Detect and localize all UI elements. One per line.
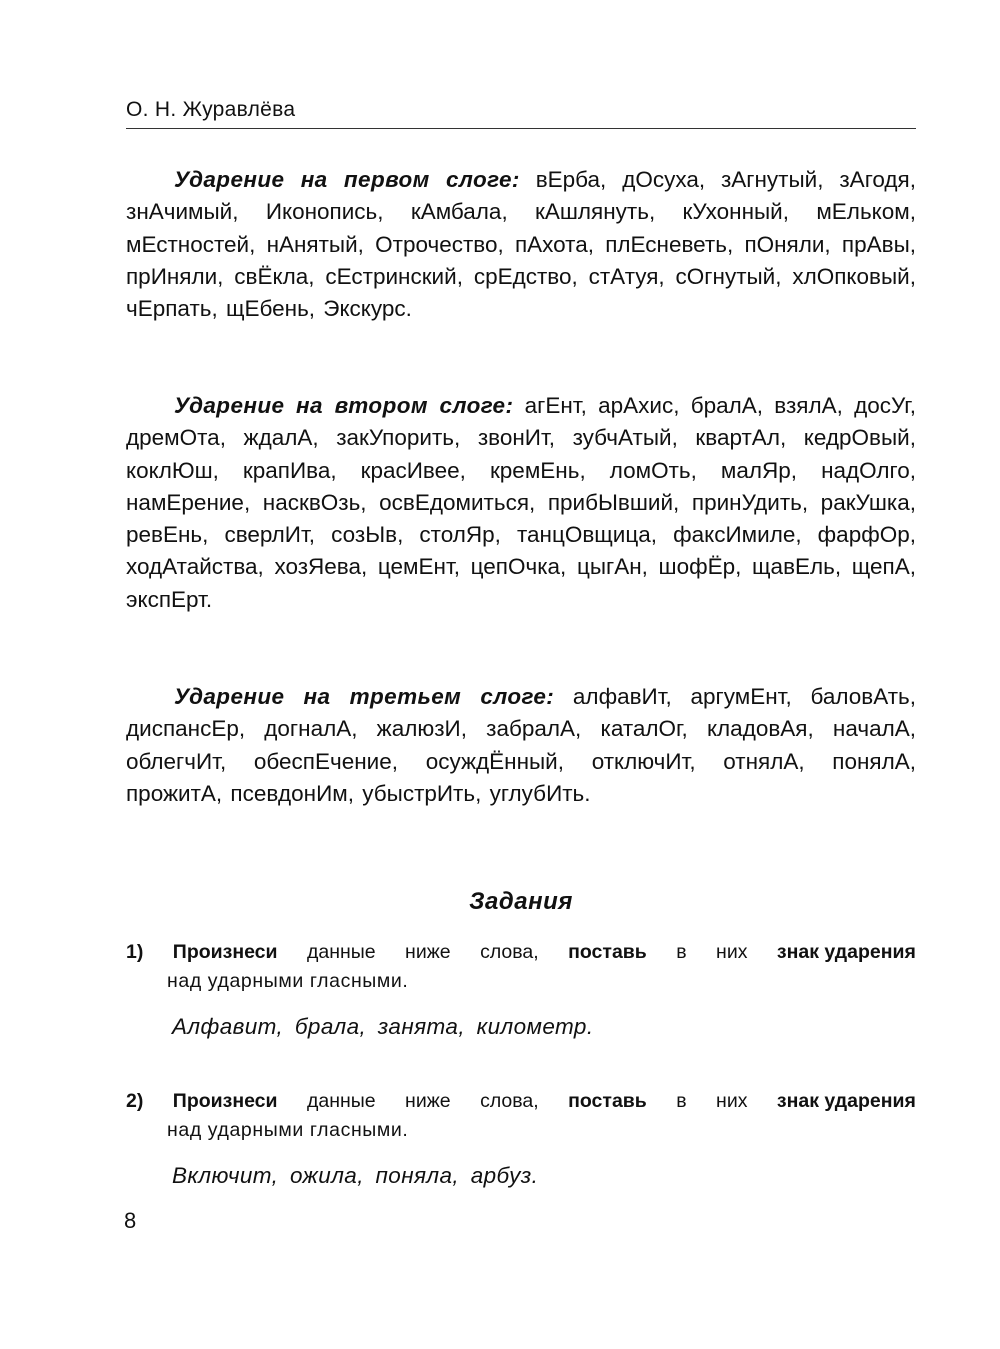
task-text: ниже: [405, 941, 451, 963]
stress-first-syllable-section: [126, 164, 916, 325]
task-bold-phrase: знак ударения: [776, 1090, 916, 1112]
section-words: алфавИт, аргумЕнт, баловАть, диспансЕр, догналА, жалюзИ, забралА, каталОг, кладовАя, началА, облегчИт, обеспЕчение, осуждЁнный, отключИт, отнялА, понялА, прожитА, псевдонИм, убыстрИть, углубИть.: [126, 684, 916, 806]
task-instruction-line: [126, 938, 916, 967]
section-heading: Ударение на третьем слоге:: [174, 684, 555, 709]
task-text: в: [676, 1090, 687, 1112]
task-bold-verb: Произнеси: [172, 941, 278, 963]
tasks-title: Задания: [469, 888, 573, 915]
task-bold-verb: Произнеси: [172, 1090, 278, 1112]
task-instruction-continuation: над ударными гласными.: [167, 1119, 409, 1141]
task-instruction-line: [126, 1087, 916, 1116]
task-text: слова,: [480, 941, 539, 963]
task-text: слова,: [480, 1090, 539, 1112]
task-text: в: [676, 941, 687, 963]
task-word-list: Алфавит, брала, занята, километр.: [172, 1014, 594, 1039]
task-word-list: Включит, ожила, поняла, арбуз.: [172, 1163, 539, 1188]
task-text: данные: [306, 1090, 376, 1112]
task-number: 2): [126, 1090, 144, 1112]
section-heading: Ударение на втором слоге:: [174, 393, 514, 418]
section-heading: Ударение на первом слоге:: [174, 167, 520, 192]
task-instruction-continuation: над ударными гласными.: [167, 970, 409, 992]
author-name: О. Н. Журавлёва: [126, 98, 296, 121]
section-words: вЕрба, дОсуха, зАгнутый, зАгодя, знАчимый, Иконопись, кАмбала, кАшлянуть, кУхонный, мЕльком, мЕстностей, нАнятый, Отрочество, пАхота, плЕсневеть, пОняли, прАвы, прИняли, свЁкла, сЕстринский, срЕдство, стАтуя, сОгнутый, хлОпковый, чЕрпать, щЕбень, Экскурс.: [126, 167, 916, 322]
stress-second-syllable-section: [126, 390, 916, 616]
page-header: [126, 98, 916, 129]
task-item: [126, 938, 916, 1042]
task-bold-phrase: знак ударения: [776, 941, 916, 963]
task-text: ниже: [405, 1090, 451, 1112]
task-item: [126, 1087, 916, 1191]
task-bold-verb: поставь: [568, 1090, 647, 1112]
page-number: 8: [124, 1208, 137, 1233]
task-text: них: [716, 1090, 748, 1112]
section-words: агЕнт, арАхис, бралА, взялА, досУг, дремОта, ждалА, закУпорить, звонИт, зубчАтый, квартАл, кедрОвый, коклЮш, крапИва, красИвее, кремЕнь, ломОть, малЯр, надОлго, намЕрение, насквОзь, освЕдомиться, прибЫвший, принУдить, ракУшка, ревЕнь, сверлИт, созЫв, столЯр, танцОвщица, факсИмиле, фарфОр, ходАтайства, хозЯева, цемЕнт, цепОчка, цыгАн, шофЁр, щавЕль, щепА, экспЕрт.: [126, 393, 916, 612]
task-bold-verb: поставь: [568, 941, 647, 963]
stress-third-syllable-section: [126, 681, 916, 810]
task-number: 1): [126, 941, 144, 963]
task-text: них: [716, 941, 748, 963]
task-text: данные: [306, 941, 376, 963]
